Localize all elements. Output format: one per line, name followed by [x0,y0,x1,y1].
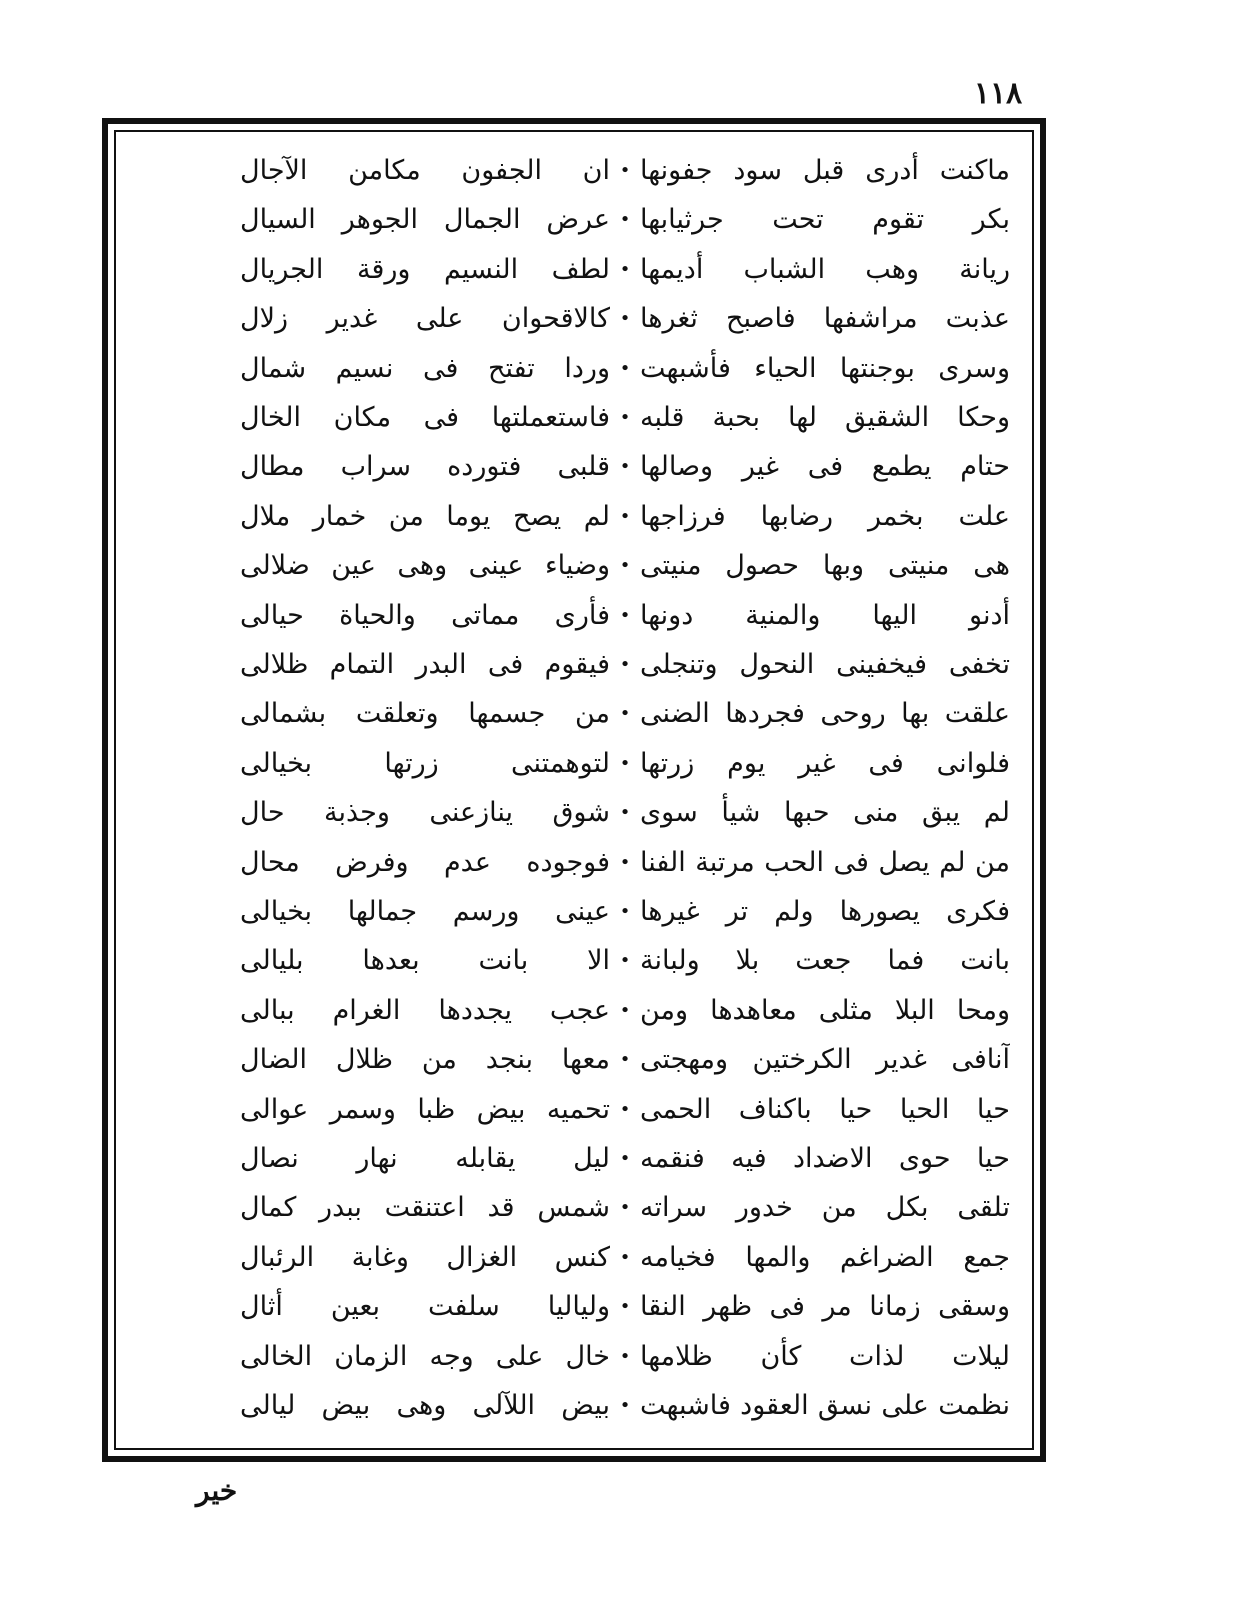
verse-second-hemistich: شمس قد اعتنقت ببدر كمال [240,1192,610,1224]
verse-first-hemistich: جمع الضراغم والمها فخيامه [640,1241,1010,1273]
verse-second-hemistich: فأرى مماتى والحياة حيالى [240,599,610,631]
verse-first-hemistich: ريانة وهب الشباب أديمها [640,253,1010,285]
verse-first-hemistich: بكر تقوم تحت جرثيابها [640,204,1010,236]
verse-first-hemistich: من لم يصل فى الحب مرتبة الفنا [640,846,1010,878]
verse-second-hemistich: فيقوم فى البدر التمام ظلالى [240,649,610,680]
verse-line [240,741,1010,787]
hemistich-separator: • [619,999,631,1021]
verse-second-hemistich: لم يصح يوما من خمار ملال [240,500,610,532]
hemistich-separator: • [619,160,631,181]
verse-second-hemistich: لطف النسيم ورقة الجريال [240,253,610,285]
verse-second-hemistich: عجب يجددها الغرام ببالى [240,994,610,1026]
verse-second-hemistich: بيض اللآلى وهى بيض ليالى [240,1390,610,1421]
hemistich-separator: • [619,1296,631,1318]
verse-second-hemistich: الا بانت بعدها بليالى [240,945,610,977]
verse-line [240,1037,1010,1083]
verse-line [240,889,1010,935]
verse-second-hemistich: من جسمها وتعلقت بشمالى [240,698,610,730]
verse-first-hemistich: علقت بها روحى فجردها الضنى [640,698,1010,730]
verse-second-hemistich: تحميه بيض ظبا وسمر عوالى [240,1093,610,1125]
verse-second-hemistich: كنس الغزال وغابة الرئبال [240,1241,610,1273]
verse-first-hemistich: فكرى يصورها ولم تر غيرها [640,896,1010,927]
verse-first-hemistich: بانت فما جعت بلا ولبانة [640,945,1010,977]
catchword: خير [196,1474,238,1507]
poem-verses [240,148,1010,1438]
verse-first-hemistich: فلوانى فى غير يوم زرتها [640,747,1010,779]
page-number: ١١٨ [973,76,1023,111]
verse-first-hemistich: لم يبق منى حبها شيأ سوى [640,797,1010,829]
verse-second-hemistich: لتوهمتنى زرتها بخيالى [240,747,610,779]
verse-second-hemistich: قلبى فتورده سراب مطال [240,451,610,483]
verse-line [240,1235,1010,1281]
hemistich-separator: • [619,950,631,972]
hemistich-separator: • [619,1098,631,1120]
verse-second-hemistich: ان الجفون مكامن الآجال [240,155,610,186]
verse-line [240,247,1010,293]
hemistich-separator: • [619,802,631,824]
hemistich-separator: • [619,1395,631,1416]
verse-line [240,395,1010,441]
verse-line [240,148,1010,194]
hemistich-separator: • [619,703,631,725]
hemistich-separator: • [619,209,631,231]
hemistich-separator: • [619,654,631,675]
verse-second-hemistich: كالاقحوان على غدير زلال [240,303,610,335]
hemistich-separator: • [619,604,631,626]
verse-second-hemistich: وضياء عينى وهى عين ضلالى [240,550,610,582]
verse-first-hemistich: عذبت مراشفها فاصبح ثغرها [640,303,1010,335]
verse-first-hemistich: ليلات لذات كأن ظلامها [640,1340,1010,1372]
verse-first-hemistich: وسرى بوجنتها الحياء فأشبهت [640,352,1010,384]
verse-second-hemistich: عرض الجمال الجوهر السيال [240,204,610,236]
verse-line [240,1383,1010,1429]
hemistich-separator: • [619,1049,631,1071]
verse-line [240,494,1010,540]
verse-line [240,642,1010,688]
verse-second-hemistich: ولياليا سلفت بعين أثال [240,1291,610,1323]
verse-second-hemistich: فاستعملتها فى مكان الخال [240,402,610,433]
verse-line [240,543,1010,589]
verse-second-hemistich: فوجوده عدم وفرض محال [240,846,610,878]
verse-first-hemistich: أدنو اليها والمنية دونها [640,599,1010,631]
verse-line [240,691,1010,737]
verse-second-hemistich: معها بنجد من ظلال الضال [240,1044,610,1076]
verse-first-hemistich: آنافى غدير الكرختين ومهجتى [640,1044,1010,1076]
verse-first-hemistich: ومحا البلا مثلى معاهدها ومن [640,994,1010,1026]
verse-first-hemistich: هى منيتى وبها حصول منيتى [640,550,1010,582]
verse-first-hemistich: علت بخمر رضابها فرزاجها [640,500,1010,532]
hemistich-separator: • [619,1197,631,1219]
verse-first-hemistich: وحكا الشقيق لها بحبة قلبه [640,402,1010,433]
verse-first-hemistich: تخفى فيخفينى النحول وتنجلى [640,649,1010,680]
verse-line [240,444,1010,490]
verse-second-hemistich: شوق ينازعنى وجذبة حال [240,797,610,829]
verse-second-hemistich: وردا تفتح فى نسيم شمال [240,352,610,384]
hemistich-separator: • [619,752,631,774]
verse-line [240,790,1010,836]
verse-first-hemistich: حيا الحيا حيا باكناف الحمى [640,1093,1010,1125]
hemistich-separator: • [619,357,631,379]
verse-line [240,1334,1010,1380]
verse-line [240,938,1010,984]
verse-line [240,346,1010,392]
verse-line [240,1136,1010,1182]
verse-first-hemistich: حيا حوى الاضداد فيه فنقمه [640,1143,1010,1174]
hemistich-separator: • [619,258,631,280]
hemistich-separator: • [619,1148,631,1169]
verse-first-hemistich: وسقى زمانا مر فى ظهر النقا [640,1291,1010,1323]
verse-line [240,1087,1010,1133]
verse-line [240,988,1010,1034]
verse-line [240,593,1010,639]
hemistich-separator: • [619,851,631,873]
hemistich-separator: • [619,1246,631,1268]
verse-line [240,840,1010,886]
verse-second-hemistich: خال على وجه الزمان الخالى [240,1340,610,1372]
verse-second-hemistich: ليل يقابله نهار نصال [240,1143,610,1174]
hemistich-separator: • [619,1345,631,1367]
hemistich-separator: • [619,505,631,527]
hemistich-separator: • [619,456,631,478]
verse-line [240,197,1010,243]
verse-second-hemistich: عينى ورسم جمالها بخيالى [240,896,610,927]
hemistich-separator: • [619,901,631,922]
hemistich-separator: • [619,407,631,428]
verse-line [240,1185,1010,1231]
verse-first-hemistich: ماكنت أدرى قبل سود جفونها [640,155,1010,186]
hemistich-separator: • [619,308,631,330]
verse-first-hemistich: تلقى بكل من خدور سراته [640,1192,1010,1224]
verse-line [240,1284,1010,1330]
verse-first-hemistich: حتام يطمع فى غير وصالها [640,451,1010,483]
verse-first-hemistich: نظمت على نسق العقود فاشبهت [640,1390,1010,1421]
hemistich-separator: • [619,555,631,577]
verse-line [240,296,1010,342]
